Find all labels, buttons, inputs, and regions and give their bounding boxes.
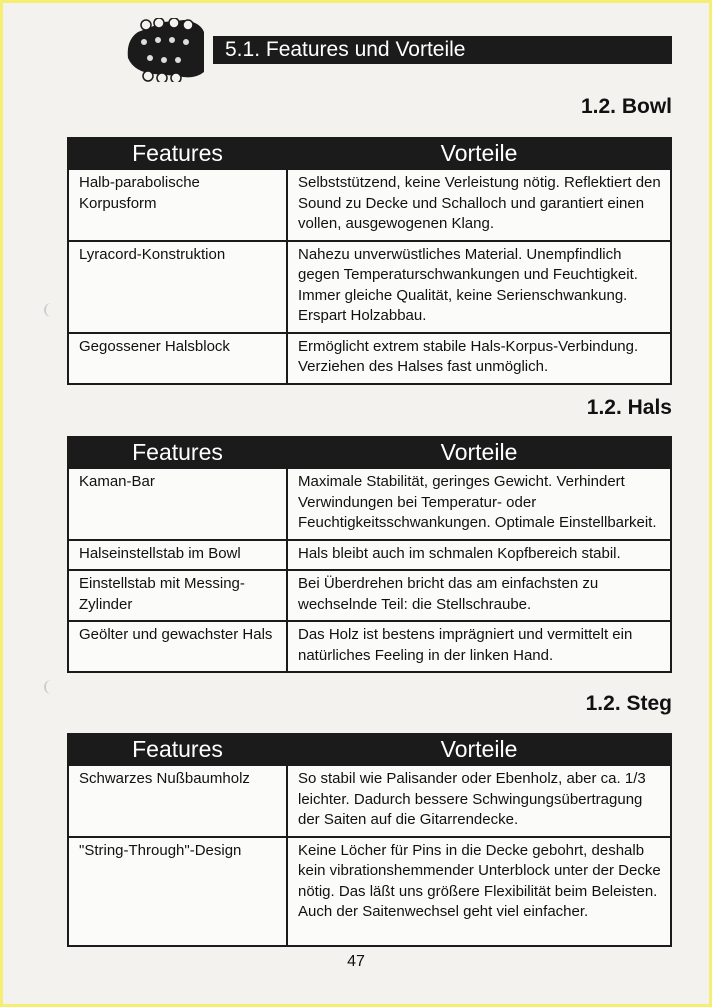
table-row bbox=[68, 837, 671, 946]
guitar-headstock-icon bbox=[124, 18, 206, 82]
table-row bbox=[68, 333, 671, 384]
features-header: Features bbox=[68, 437, 287, 468]
table-row bbox=[68, 765, 671, 837]
vorteil-cell: Das Holz ist bestens imprägniert und vermittelt ein natürliches Feeling in der linken Hand. bbox=[287, 621, 671, 672]
vorteil-cell: So stabil wie Palisander oder Ebenholz, aber ca. 1/3 leichter. Dadurch bessere Schwingungsübertragung der Saiten auf die Gitarrendecke. bbox=[287, 765, 671, 837]
table-row bbox=[68, 468, 671, 540]
section-title-hals: 1.2. Hals bbox=[586, 396, 672, 419]
steg-table bbox=[67, 733, 672, 947]
vorteile-header: Vorteile bbox=[287, 437, 671, 468]
vorteil-cell bbox=[287, 837, 671, 946]
page-number: 47 bbox=[347, 953, 365, 970]
table-row bbox=[68, 540, 671, 571]
vorteil-cell: Hals bleibt auch im schmalen Kopfbereich stabil. bbox=[287, 540, 671, 571]
vorteil-cell: Maximale Stabilität, geringes Gewicht. Verhindert Verwindungen bei Temperatur- oder Feuchtigkeitsschwankungen. Optimale Einstellbarkeit. bbox=[287, 468, 671, 540]
vorteil-text: Keine Löcher für Pins in die Decke gebohrt, deshalb kein vibrationshemmender Unterblock unter der Decke nötig. Das läßt uns größere Flexibilität beim Beleisten. bbox=[298, 841, 661, 900]
punch-hole-mark bbox=[44, 680, 58, 694]
table-row bbox=[68, 621, 671, 672]
vorteil-cell: Bei Überdrehen bricht das am einfachsten zu wechselnde Teil: die Stellschraube. bbox=[287, 570, 671, 621]
punch-hole-mark bbox=[44, 303, 58, 317]
feature-cell: Halb-parabolische Korpusform bbox=[68, 169, 287, 241]
vorteile-header: Vorteile bbox=[287, 138, 671, 169]
vorteil-cell: Nahezu unverwüstliches Material. Unempfindlich gegen Temperaturschwankungen und Feuchtigkeit. Immer gleiche Qualität, keine Serienschwankung. Erspart Holzabbau. bbox=[287, 241, 671, 333]
chapter-title: 5.1. Features und Vorteile bbox=[213, 36, 672, 64]
bowl-table bbox=[67, 137, 672, 385]
table-row bbox=[68, 570, 671, 621]
section-title-bowl: 1.2. Bowl bbox=[580, 95, 672, 118]
feature-cell: "String-Through"-Design bbox=[68, 837, 287, 946]
feature-cell: Schwarzes Nußbaumholz bbox=[68, 765, 287, 837]
table-row bbox=[68, 241, 671, 333]
vorteil-cell: Selbststützend, keine Verleistung nötig. Reflektiert den Sound zu Decke und Schalloch und garantiert einen vollen, ausgewogenen Klang. bbox=[287, 169, 671, 241]
feature-cell: Kaman-Bar bbox=[68, 468, 287, 540]
section-title-steg: 1.2. Steg bbox=[585, 692, 672, 715]
vorteil-text-extra: Auch der Saitenwechsel geht viel einfacher. bbox=[298, 903, 589, 920]
table-row bbox=[68, 169, 671, 241]
vorteile-header: Vorteile bbox=[287, 734, 671, 765]
vorteil-cell: Ermöglicht extrem stabile Hals-Korpus-Verbindung. Verziehen des Halses fast unmöglich. bbox=[287, 333, 671, 384]
feature-cell: Halseinstellstab im Bowl bbox=[68, 540, 287, 571]
feature-cell: Lyracord-Konstruktion bbox=[68, 241, 287, 333]
features-header: Features bbox=[68, 138, 287, 169]
feature-cell: Gegossener Halsblock bbox=[68, 333, 287, 384]
feature-cell: Einstellstab mit Messing-Zylinder bbox=[68, 570, 287, 621]
feature-cell: Geölter und gewachster Hals bbox=[68, 621, 287, 672]
features-header: Features bbox=[68, 734, 287, 765]
hals-table bbox=[67, 436, 672, 673]
